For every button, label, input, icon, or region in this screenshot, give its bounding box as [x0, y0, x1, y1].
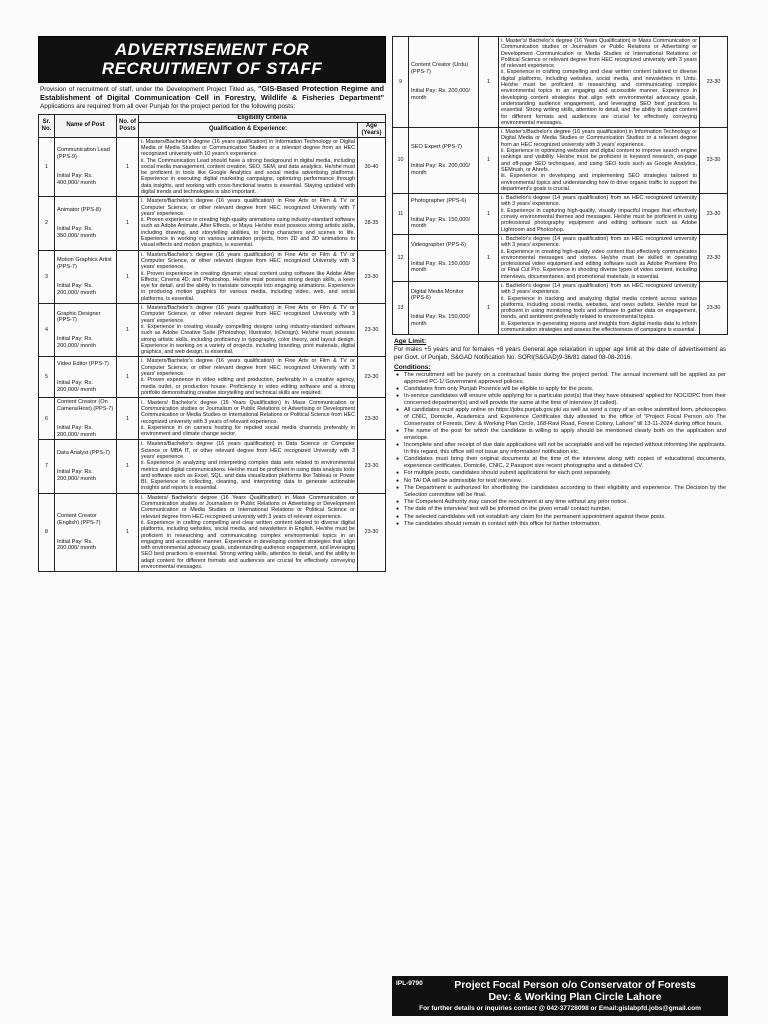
condition-item: ● The selected candidates will not establish any claim for the permanent appointment against these posts. — [396, 514, 726, 521]
number-of-posts: 1 — [479, 281, 499, 334]
post-name: Animator (PPS-8) — [57, 207, 101, 214]
initial-pay: Initial Pay: Rs. 200,000/ month — [411, 88, 471, 101]
initial-pay: Initial Pay: Rs. 200,000/ month — [57, 424, 96, 438]
condition-item: ● In-service candidates will ensure while applying for a particular post(s) that they have obtained/ applied for NOC/DPC from their concerned department(s) and will provide the same at the time of interview (if called). — [396, 393, 726, 407]
intro-text-c: Applications are required from all over Punjab for the project period for the following posts: — [40, 103, 296, 111]
post-cell — [409, 128, 479, 194]
qualification-item: i. Bachelor's degree (14 years qualification) from an HEC recognized university with 3 years' experience. — [501, 195, 697, 208]
qualification-item: i. Masters/Bachelor's degree (16 years qualification) in Information Technology or Digital Media or Media Studies or Communication Studies or a relevant degree from an HEC recognized university with 10 years's experience. — [141, 138, 355, 158]
header-posts: No. of Posts — [117, 114, 139, 137]
post-name: Graphic Designer (PPS-7) — [57, 310, 101, 324]
serial-number: 3 — [39, 250, 55, 303]
intro-text-a: Provision of recruitment of staff, under the Development Project Titled as, — [40, 86, 259, 93]
condition-item: ● No TA/ DA will be admissible for test/ interview. — [396, 478, 726, 485]
serial-number: 11 — [393, 194, 409, 235]
post-cell — [409, 281, 479, 334]
qualification-item: i. Masters/Bachelor's degree (16 years qualification) in Fine Arts or Film & TV or Computer Science, or other relevant degree from HEC recognized University with 3 years' experience. — [141, 251, 355, 271]
age-range: 23-30 — [700, 37, 728, 128]
serial-number: 2 — [39, 197, 55, 250]
qualification-item: ii. Experience in crafting compelling and clear written content tailored to diverse digital platforms, including websites, social media, and newsletters in Urdu. He/she must be proficient in researching and communicating complex environmental topics in an engaging and accessible manner. Experience in developing content strategies that align with environmental advocacy goals, understanding audience engagement, and leveraging SEO best practices is essential. Strong writing skills, attention to detail, and the ability to adapt content for different formats and audiences are crucial for effectively conveying environmental messages. — [501, 69, 697, 126]
number-of-posts: 1 — [479, 128, 499, 194]
table-row — [39, 440, 386, 493]
serial-number: 1 — [39, 137, 55, 197]
age-limit-heading: Age Limit: — [394, 338, 427, 346]
serial-number: 4 — [39, 304, 55, 357]
condition-item: ● For multiple posts, candidates should submit applications for each post separately. — [396, 470, 726, 477]
post-cell — [409, 37, 479, 128]
number-of-posts: 1 — [117, 493, 139, 572]
initial-pay: Initial Pay: Rs. 200,000/ month — [57, 469, 96, 482]
header-age: Age (Years) — [357, 122, 385, 137]
initial-pay: Initial Pay: Rs. 350,000/ month — [57, 226, 96, 239]
age-range: 23-30 — [700, 194, 728, 235]
qualification-cell — [139, 250, 358, 303]
number-of-posts: 1 — [479, 37, 499, 128]
post-name: Content Creator (On Camera/Host) (PPS-7) — [57, 399, 114, 412]
condition-item: ● Candidates from only Punjab Province will be eligible to apply for the posts. — [396, 386, 726, 393]
number-of-posts: 1 — [117, 398, 139, 440]
conditions-heading: Conditions: — [394, 364, 431, 372]
age-limit-section — [392, 338, 728, 527]
qualification-item: i. Masters/Bachelor's degree (16 years qualification) in Fine Arts or Film & TV or Computer Science, or other relevant degree from HEC recognized University with 3 years' experience. — [141, 305, 355, 324]
qualification-item: ii. Experience in crafting compelling and clear written content tailored to diverse digital platforms, including websites, social media, and newsletters in English. He/she must be proficient in researching and communicating complex environmental topics in an engaging and accessible manner. Experience in developing content strategies that align with environmental advocacy goals, understanding audience engagement, and leveraging SEO best practices is essential. Strong writing skills, attention to detail, and the ability to adapt content for different formats and audiences are crucial for effectively conveying environmental messages. — [141, 519, 355, 571]
table-row — [39, 250, 386, 303]
qualification-cell — [139, 493, 358, 572]
serial-number: 9 — [393, 37, 409, 128]
table-row — [39, 398, 386, 440]
post-cell — [409, 234, 479, 281]
title-line-1: ADVERTISEMENT FOR — [114, 40, 310, 59]
condition-item: ● The recruitment will be purely on a contractual basis during the project period. The annual increment will be applied as per approved PC-1/ Government approved policies. — [396, 372, 726, 386]
table-row — [393, 128, 728, 194]
condition-item: ● The date of the interview/ test will be informed on the given email/ contact number. — [396, 506, 726, 513]
age-limit-text: For males +5 years and for females +8 years General age relaxation in upper age limit at the date of advertisement as per Govt. of Punjab, S&GAD Notification No. SORI(S&GAD)9-36/81 dated 08-08-2016. — [394, 345, 726, 361]
post-cell — [55, 137, 117, 197]
condition-item: ● The name of the post for which the candidate is willing to apply should be mentioned clearly both on the application and envelope. — [396, 428, 726, 442]
age-range: 23-30 — [357, 304, 385, 357]
qualification-cell — [139, 137, 358, 197]
table-row — [39, 493, 386, 572]
initial-pay: Initial Pay: Rs. 150,000/ month — [411, 260, 471, 274]
age-range: 30-40 — [357, 137, 385, 197]
intro-paragraph — [38, 85, 386, 112]
number-of-posts: 1 — [479, 234, 499, 281]
qualification-item: iii. Experience in generating reports and insights from digital media data to inform communication strategies and assess the effectiveness of campaigns is essential. — [501, 320, 697, 334]
number-of-posts: 1 — [117, 304, 139, 357]
qualification-item: i. Bachelor's degree (14 years qualification) from an HEC recognized university with 3 years' experience. — [501, 282, 697, 296]
initial-pay: Initial Pay: Rs. 200,000/ month — [57, 538, 96, 552]
number-of-posts: 1 — [117, 440, 139, 493]
footer-banner — [392, 976, 728, 1016]
initial-pay: Initial Pay: Rs. 200,000/ month — [57, 336, 96, 350]
qualification-item: ii. Experience in analyzing and interpreting complex data sets related to environmental metrics and digital communications. He/she must be proficient in using data analysis tools and software such as Excel, SQL, and data visualization platforms like Tableau or Power BI. Experience in collecting, cleaning, and interpreting data to generate actionable insights and reports is essential. — [141, 460, 355, 492]
table-row — [39, 304, 386, 357]
qualification-item: ii. Proven experience in creating dynamic visual content using software like Adobe After Effects, Cinema 4D, and Photoshop. He/she must possess strong design skills, a keen eye for detail, and the ability to translate concepts into engaging animations. Experience in producing motion graphics for various media, including video, web, and social platforms, is essential. — [141, 270, 355, 302]
age-range: 23-30 — [357, 440, 385, 493]
qualification-cell — [499, 234, 700, 281]
post-name: Communication Lead (PPS-9) — [57, 147, 110, 161]
condition-item: ● The candidates should remain in contact with this office for further information. — [396, 521, 726, 528]
qualification-item: ii. Experience in creating high-quality video content that effectively communicates environmental messages and stories. He/she must be skilled in operating professional video equipment and editing software such as Adobe Premiere Pro or Final Cut Pro. Experience in shooting diverse types of video content, including interviews, documentaries, and promotional materials, is essential. — [501, 248, 697, 280]
initial-pay: Initial Pay: Rs. 200,000/ month — [411, 163, 471, 177]
conditions-list — [394, 372, 726, 528]
posts-table-right — [392, 36, 728, 335]
table-row — [393, 37, 728, 128]
number-of-posts: 1 — [117, 250, 139, 303]
qualification-item: i. Masters/Bachelor's degree (16 years qualification) in Data Science or Computer Science or MBA IT, or other relevant degree from HEC recognized University with 3 years' experience. — [141, 441, 355, 460]
serial-number: 10 — [393, 128, 409, 194]
qualification-item: ii. Experience in on camera hosting for reputed social media channels preferably in environment and climate change sector. — [141, 425, 355, 438]
post-name: Photographer (PPS-6) — [411, 197, 467, 204]
age-range: 23-30 — [700, 128, 728, 194]
initial-pay: Initial Pay: Rs. 150,000/ month — [411, 314, 471, 327]
qualification-item: i. Masters/Bachelor's degree (16 years qualification) in Fine Arts or Film & TV or Computer Science, or other relevant degree from HEC recognized University with 7 years' experience. — [141, 198, 355, 217]
qualification-item: i. Masters/ Bachelor's degree (16 Years Qualification) in Mass Communication or Communication studies or Journalism or Public Relations or Advertising or Development Communication or Media Studies or International Relations or Political Science from HEC recognized university with 3 years of relevant experience. — [141, 399, 355, 425]
table-row — [39, 197, 386, 250]
ipl-number: IPL-9790 — [396, 980, 423, 987]
condition-item: ● All candidates must apply online on https://jobs.punjab.gov.pk/ as well as send a copy of an online submitted form, photocopies of CNIC, Domicile, Academics and Experience Certificates duly attested to the office of "Project Focal Person o/o The Conservator of Forests, Dev: & Working Plan Circle, 168-Ravi Road, Forest Colony, Lahore" till 13-11-2024 during office hours. — [396, 407, 726, 427]
serial-number: 13 — [393, 281, 409, 334]
age-range: 23-30 — [357, 250, 385, 303]
post-name: Digital Media Monitor (PPS-6) — [411, 288, 464, 302]
post-name: SEO Expert (PPS-7) — [411, 144, 462, 151]
table-row — [393, 234, 728, 281]
header-qualification: Qualification & Experience: — [139, 122, 358, 137]
serial-number: 7 — [39, 440, 55, 493]
qualification-cell — [139, 398, 358, 440]
table-row — [393, 194, 728, 235]
post-name: Content Creator (English) (PPS-7) — [57, 512, 101, 526]
qualification-item: i. Master's/Bachelor's degree (16 years qualification) in Information Technology or Digital Media or Media Studies or Communication Studies or a relevant degree from an HEC recognized university with 3 years' experience. — [501, 129, 697, 148]
post-cell — [55, 493, 117, 572]
qualification-item: ii. Experience in tracking and analyzing digital media content across various platforms, including social media, websites, and news outlets. He/she must be proficient in using monitoring tools and software to gather data on engagement, trends, and sentiment preferably related to environmental topics. — [501, 295, 697, 321]
qualification-item: i. Master's/ Bachelor's degree (16 Years Qualification) in Mass Communication or Communication studies or Journalism or Public Relations or Advertising or Development Communication or Media Studies or International Relations or Political Science or relevant degree from HEC recognized university with 3 years of relevant experience. — [501, 38, 697, 70]
qualification-cell — [499, 281, 700, 334]
qualification-cell — [499, 194, 700, 235]
qualification-item: ii. The Communication Lead should have a strong background in digital media, including social media management, content creation, SEO, SEM, and data analytics. He/she must be proficient in tools like Google Analytics and social media advertising platforms. Experience in executing digital marketing campaigns, optimizing performance through data insights, and working with cross-functional teams is essential. Staying updated with digital trends and technologies is also important. — [141, 157, 355, 195]
header-name: Name of Post — [55, 114, 117, 137]
qualification-cell — [139, 357, 358, 398]
post-cell — [55, 197, 117, 250]
qualification-item: iii. Experience in developing and implementing SEO strategies tailored to environmental topics and understanding how to drive organic traffic to support the department's goals is crucial. — [501, 173, 697, 192]
age-range: 23-30 — [700, 234, 728, 281]
qualification-cell — [139, 440, 358, 493]
condition-item: ● Candidates must bring their original documents at the time of the interview along with copies of educational documents, experience certificates, Domicile, CNIC, 2 Passport size recent photographs and a detailed CV. — [396, 456, 726, 470]
post-name: Motion Graphics Artist (PPS-7) — [57, 257, 112, 271]
post-cell — [55, 398, 117, 440]
post-cell — [55, 440, 117, 493]
post-cell — [55, 304, 117, 357]
right-column — [392, 36, 728, 1016]
initial-pay: Initial Pay: Rs. 200,000/ month — [57, 282, 96, 296]
post-cell — [55, 357, 117, 398]
qualification-item: ii. Experience in creating visually compelling designs using industry-standard software such as Adobe Creative Suite (Photoshop, Illustrator, InDesign). He/she must possess strong artistic skills, including proficiency in typography, color theory, and layout design. Experience in working on a variety of projects, including branding, print materials, digital graphics, and web design, is essential. — [141, 323, 355, 356]
age-range: 28-35 — [357, 197, 385, 250]
initial-pay: Initial Pay: Rs. 150,000/ month — [411, 216, 471, 230]
qualification-item: ii. Proven experience in video editing and production, preferably in a creative agency, media outlet, or production house. Proficiency in video editing software and a strong portfolio demonstrating creative storytelling and technical skills are required. — [141, 377, 355, 396]
qualification-cell — [499, 37, 700, 128]
number-of-posts: 1 — [117, 137, 139, 197]
age-range: 23-30 — [357, 357, 385, 398]
age-range: 23-30 — [357, 493, 385, 572]
serial-number: 6 — [39, 398, 55, 440]
initial-pay: Initial Pay: Rs. 200,000/ month — [57, 379, 96, 393]
number-of-posts: 1 — [117, 357, 139, 398]
qualification-item: ii. Proven experience in creating high-quality animations using industry-standard software such as Adobe Animate, After Effects, or Maya. He/she must possess strong artistic skills, including drawing, and storytelling abilities, to bring characters and scenes to life. Experience in working on various animation projects, from 2D and 3D animations to visual effects and motion graphics, is essential. — [141, 217, 355, 249]
qualification-cell — [139, 197, 358, 250]
qualification-item: ii. Experience in capturing high-quality, visually impactful images that effectively convey environmental themes and messages. He/she must be proficient in using professional photography equipment and editing software such as Adobe Lightroom and Photoshop. — [501, 207, 697, 233]
serial-number: 8 — [39, 493, 55, 572]
table-row — [39, 357, 386, 398]
post-cell — [55, 250, 117, 303]
qualification-cell — [499, 128, 700, 194]
condition-item: ● The Department is authorized for shortlisting the candidates according to their eligibility and experience. The Decision by the Selection committee will be final. — [396, 485, 726, 499]
title-line-2: RECRUITMENT OF STAFF — [101, 59, 323, 78]
left-column — [38, 36, 386, 1016]
qualification-item: i. Masters/Bachelor's degree (16 years qualification) in Fine Arts or Film & TV or Computer Science, or other relevant degree from HEC recognized University with 3 years' experience. — [141, 358, 355, 377]
footer-contact: For further details or inquiries contact @ 042-37728098 or Email:gislabpfd.jobs@gmail.com — [419, 1005, 701, 1012]
footer-line-2: Dev: & Working Plan Circle Lahore — [488, 991, 662, 1003]
serial-number: 5 — [39, 357, 55, 398]
project-title: "GIS-Based Protection Regime and Establishment of Digital Communication Cell in Forestry, Wildlife & Fisheries Department" — [40, 84, 385, 103]
post-name: Videographer (PPS-6) — [411, 241, 466, 248]
posts-table-left — [38, 114, 386, 573]
condition-item: ● Incomplete and after receipt of due date applications will not be acceptable and will be rejected without informing the applicants. In this regard, this office will not issue any information/ notification etc. — [396, 442, 726, 456]
post-name: Content Creator (Urdu) (PPS-7) — [411, 62, 469, 76]
post-name: Video Editor (PPS-7) — [57, 361, 109, 368]
post-cell — [409, 194, 479, 235]
age-range: 23-30 — [700, 281, 728, 334]
table-row — [39, 137, 386, 197]
age-range: 23-30 — [357, 398, 385, 440]
post-name: Data Analyst (PPS-7) — [57, 450, 110, 457]
condition-item: ● The Competent Authority may cancel the recruitment at any time without any prior notice. — [396, 499, 726, 506]
number-of-posts: 1 — [479, 194, 499, 235]
title-banner — [38, 36, 386, 83]
serial-number: 12 — [393, 234, 409, 281]
footer-line-1: Project Focal Person o/o Conservator of Forests — [454, 979, 696, 991]
header-eligibility: Eligibility Criteria — [139, 114, 386, 122]
table-row — [393, 281, 728, 334]
qualification-cell — [139, 304, 358, 357]
qualification-item: i. Bachelor's degree (14 years qualification) from an HEC recognized university with 3 years' experience. — [501, 235, 697, 249]
qualification-item: i. Masters/ Bachelor's degree (16 Years Qualification) in Mass Communication or Communication studies or Journalism or Public Relations or Advertising or Development Communication or Media Studies or International Relations or Political Science or relevant degree from HEC recognized university with 3 years of relevant experience. — [141, 494, 355, 520]
number-of-posts: 1 — [117, 197, 139, 250]
initial-pay: Initial Pay: Rs. 400,000/ month — [57, 172, 96, 186]
qualification-item: ii. Experience in optimizing websites and digital content to improve search engine rankings and visibility. He/she must be proficient in keyword research, on-page and off-page SEO techniques, and using SEO tools such as Google Analytics, SEMrush, or Ahrefs. — [501, 148, 697, 173]
header-sr: Sr. No. — [39, 114, 55, 137]
